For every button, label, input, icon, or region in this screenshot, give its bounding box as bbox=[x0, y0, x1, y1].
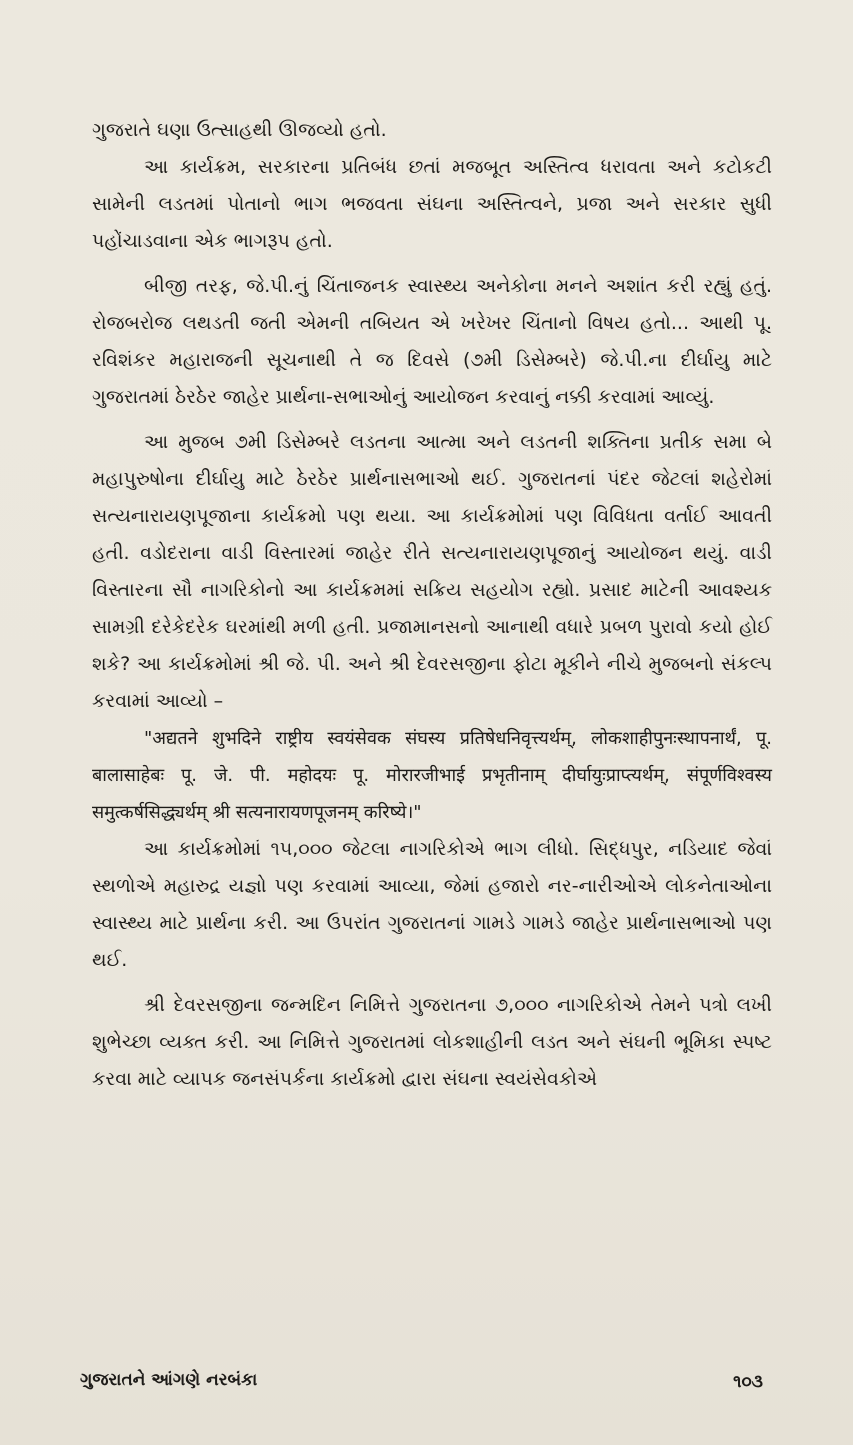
paragraph-4: આ મુજબ ૭મી ડિસેમ્બરે લડતના આત્મા અને લડતની શક્તિના પ્રતીક સમા બે મહાપુરુષોના દીર્ઘાયુ માટે ઠેરઠેર પ્રાર્થનાસભાઓ થઈ. ગુજરાતનાં પંદર જેટલાં શહેરોમાં સત્યનારાયણપૂજાના કાર્યક્રમો પણ થયા. આ કાર્યક્રમોમાં પણ વિવિધતા વર્તાઈ આવતી હતી. વડોદરાના વાડી વિસ્તારમાં જાહેર રીતે સત્યનારાયણપૂજાનું આયોજન થયું. વાડી વિસ્તારના સૌ નાગરિકોનો આ કાર્યક્રમમાં સક્રિય સહયોગ રહ્યો. પ્રસાદ માટેની આવશ્યક સામગ્રી દરેકેદરેક ઘરમાંથી મળી હતી. પ્રજામાનસનો આનાથી વધારે પ્રબળ પુરાવો કયો હોઈ શકે? આ કાર્યક્રમોમાં શ્રી જે. પી. અને શ્રી દેવરસજીના ફોટા મૂકીને નીચે મુજબનો સંકલ્પ કરવામાં આવ્યો – bbox=[92, 431, 772, 712]
sanskrit-quote: "अद्यतने शुभदिने राष्ट्रीय स्वयंसेवक संघस्य प्रतिषेधनिवृत्त्यर्थम्, लोकशाहीपुनःस्थापनार्थं, पू. बालासाहेबः पू. जे. पी. महोदयः पू. मोरारजीभाई प्रभृतीनाम् दीर्घायुःप्राप्त्यर्थम्, संपूर्णविश्वस्य समुत्कर्षसिद्ध्यर्थम् श्री सत्यनारायणपूजनम् करिष्ये।" bbox=[92, 728, 772, 823]
page-footer bbox=[80, 1370, 763, 1400]
page-body bbox=[92, 112, 772, 1098]
paragraph-1: ગુજરાતે ઘણા ઉત્સાહથી ઊજવ્યો હતો. bbox=[92, 119, 387, 141]
paragraph-5: આ કાર્યક્રમોમાં ૧૫,૦૦૦ જેટલા નાગરિકોએ ભાગ લીધો. સિદ્ધપુર, નડિયાદ જેવાં સ્થળોએ મહારુદ્ર યજ્ઞો પણ કરવામાં આવ્યા, જેમાં હજારો નર-નારીઓએ લોકનેતાઓના સ્વાસ્થ્ય માટે પ્રાર્થના કરી. આ ઉપરાંત ગુજરાતનાં ગામડે ગામડે જાહેર પ્રાર્થનાસભાઓ પણ થઈ. bbox=[92, 838, 772, 971]
page-number: ૧૦૩ bbox=[733, 1372, 763, 1392]
paragraph-3: બીજી તરફ, જે.પી.નું ચિંતાજનક સ્વાસ્થ્ય અનેકોના મનને અશાંત કરી રહ્યું હતું. રોજબરોજ લથડતી જતી એમની તબિયત એ ખરેખર ચિંતાનો વિષય હતો... આથી પૂ. રવિશંકર મહારાજની સૂચનાથી તે જ દિવસે (૭મી ડિસેમ્બરે) જે.પી.ના દીર્ઘાયુ માટે ગુજરાતમાં ઠેરઠેર જાહેર પ્રાર્થના-સભાઓનું આયોજન કરવાનું નક્કી કરવામાં આવ્યું. bbox=[92, 275, 772, 408]
paragraph-2: આ કાર્યક્રમ, સરકારના પ્રતિબંધ છતાં મજબૂત અસ્તિત્વ ધરાવતા અને કટોકટી સામેની લડતમાં પોતાનો ભાગ ભજવતા સંઘના અસ્તિત્વને, પ્રજા અને સરકાર સુધી પહોંચાડવાના એક ભાગરૂપ હતો. bbox=[92, 156, 772, 252]
book-title: ગુજરાતને આંગણે નરબંકા bbox=[80, 1370, 258, 1390]
paragraph-6: શ્રી દેવરસજીના જન્મદિન નિમિત્તે ગુજરાતના ૭,૦૦૦ નાગરિકોએ તેમને પત્રો લખી શુભેચ્છા વ્યક્ત કરી. આ નિમિત્તે ગુજરાતમાં લોકશાહીની લડત અને સંઘની ભૂમિકા સ્પષ્ટ કરવા માટે વ્યાપક જનસંપર્કના કાર્યક્રમો દ્વારા સંઘના સ્વયંસેવકોએ bbox=[92, 994, 772, 1090]
